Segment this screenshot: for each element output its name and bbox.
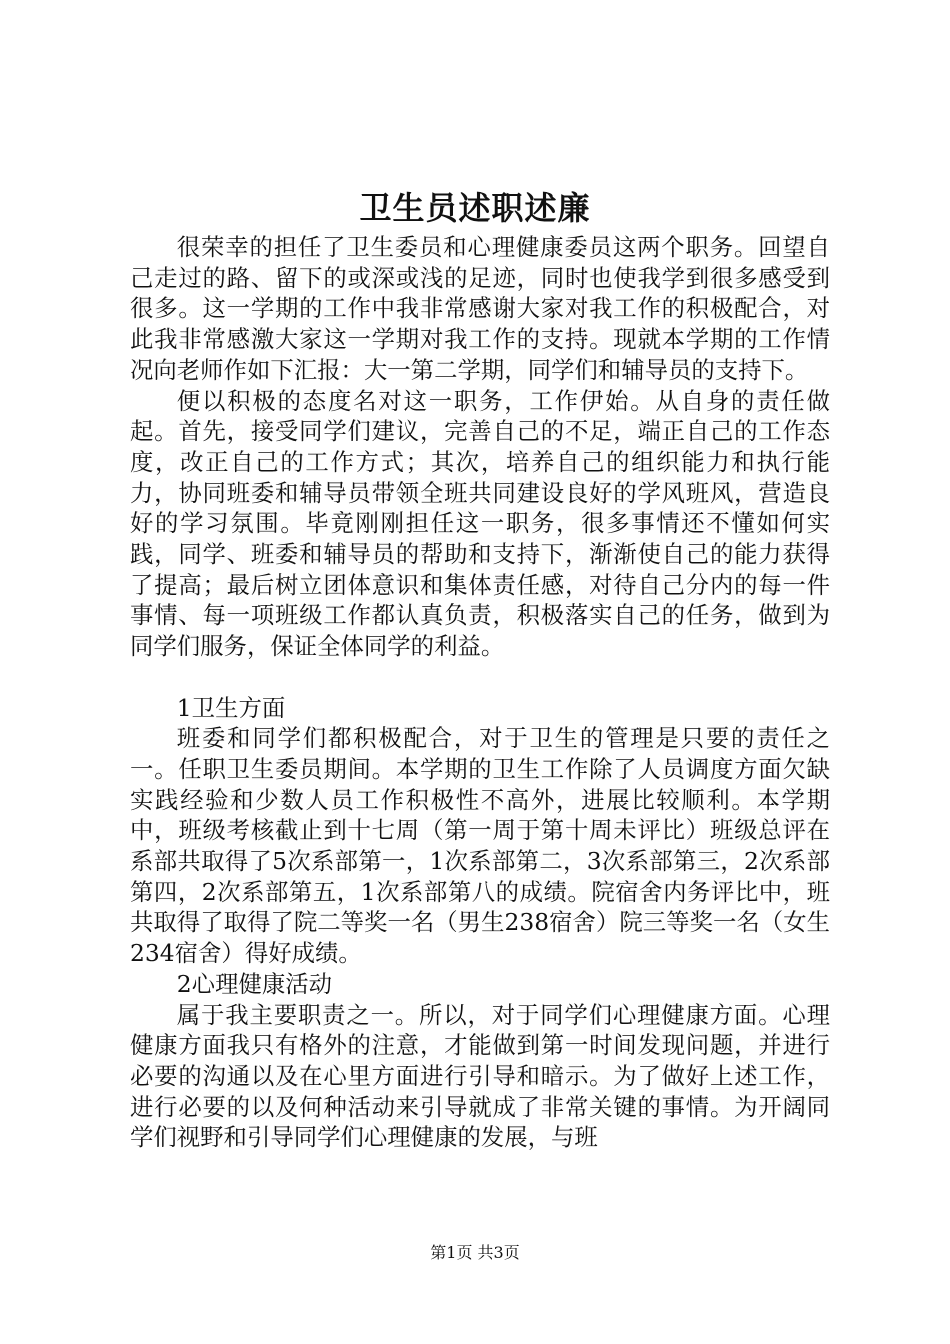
page-footer: 第1页 共3页 — [430, 1243, 520, 1262]
section-heading-mental-health: 2心理健康活动 — [176, 969, 333, 998]
document-title: 卫生员述职述廉 — [359, 189, 591, 227]
document-body — [130, 232, 830, 1153]
paragraph-hygiene: 班委和同学们都积极配合，对于卫生的管理是只要的责任之一。任职卫生委员期间。本学期的卫生工作除了人员调度方面欠缺实践经验和少数人员工作积极性不高外，进展比较顺利。本学期中，班级考核截止到十七周（第一周于第十周未评比）班级总评在系部共取得了5次系部第一，1次系部第二，3次系部第三，2次系部第四，2次系部第五，1次系部第八的成绩。院宿舍内务评比中，班共取得了取得了院二等奖一名（男生238宿舍）院三等奖一名（女生234宿舍）得好成绩。 — [130, 724, 830, 968]
paragraph-mental-health: 属于我主要职责之一。所以，对于同学们心理健康方面。心理健康方面我只有格外的注意，才能做到第一时间发现问题，并进行必要的沟通以及在心里方面进行引导和暗示。为了做好上述工作，进行必要的以及何种活动来引导就成了非常关键的事情。为开阔同学们视野和引导同学们心理健康的发展，与班 — [130, 1000, 830, 1152]
paragraph-attitude: 便以积极的态度名对这一职务，工作伊始。从自身的责任做起。首先，接受同学们建议，完善自己的不足，端正自己的工作态度，改正自己的工作方式；其次，培养自己的组织能力和执行能力，协同班委和辅导员带领全班共同建设良好的学风班风，营造良好的学习氛围。毕竟刚刚担任这一职务，很多事情还不懂如何实践，同学、班委和辅导员的帮助和支持下，渐渐使自己的能力获得了提高；最后树立团体意识和集体责任感，对待自己分内的每一件事情、每一项班级工作都认真负责，积极落实自己的任务，做到为同学们服务，保证全体同学的利益。 — [130, 386, 830, 661]
paragraph-gap — [130, 662, 830, 693]
paragraph-intro: 很荣幸的担任了卫生委员和心理健康委员这两个职务。回望自己走过的路、留下的或深或浅的足迹，同时也使我学到很多感受到很多。这一学期的工作中我非常感谢大家对我工作的积极配合，对此我非常感激大家这一学期对我工作的支持。现就本学期的工作情况向老师作如下汇报：大一第二学期，同学们和辅导员的支持下。 — [130, 233, 830, 384]
section-heading-hygiene: 1卫生方面 — [176, 693, 286, 722]
